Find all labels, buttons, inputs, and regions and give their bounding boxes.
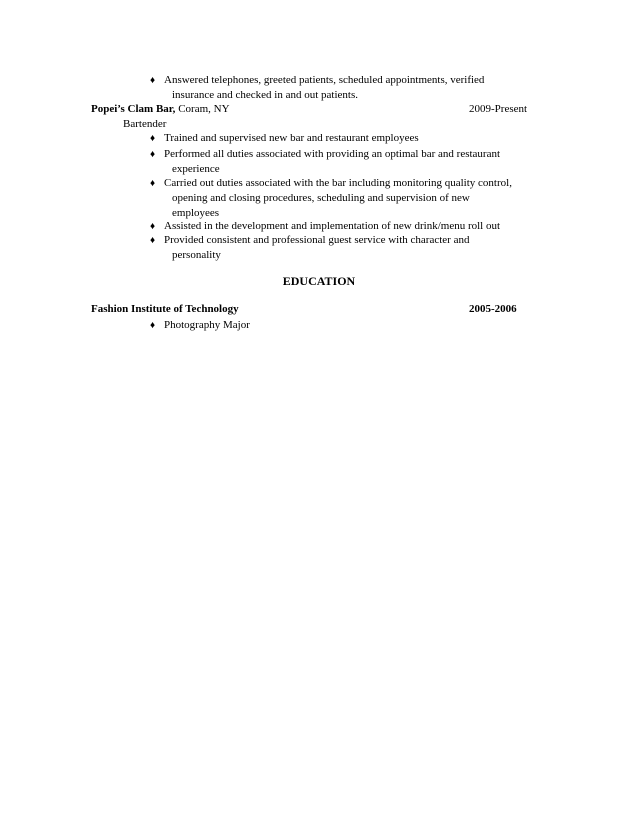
school-name: Fashion Institute of Technology [91, 303, 239, 315]
bullet-line: Answered telephones, greeted patients, scheduled appointments, verified [164, 74, 485, 86]
bullet-line: experience [172, 163, 220, 175]
bullet-line: Provided consistent and professional guest service with character and [164, 234, 470, 246]
employment-dates: 2009-Present [469, 103, 528, 115]
bullet-line: Photography Major [164, 319, 250, 331]
bullet-line: personality [172, 249, 221, 261]
bullet-line: opening and closing procedures, scheduling and supervision of new [172, 192, 470, 204]
diamond-bullet-icon: ♦ [150, 235, 156, 246]
bullet-line: insurance and checked in and out patients. [172, 89, 359, 101]
job-title: Bartender [123, 118, 167, 130]
diamond-bullet-icon: ♦ [150, 221, 156, 232]
bullet-line: Performed all duties associated with providing an optimal bar and restaurant [164, 148, 501, 160]
school-row [91, 302, 541, 317]
diamond-bullet-icon: ♦ [150, 75, 156, 86]
diamond-bullet-icon: ♦ [150, 178, 156, 189]
bullet-line: Trained and supervised new bar and restaurant employees [164, 132, 419, 144]
employer-name: Popei’s Clam Bar, [91, 103, 176, 115]
bullet-line: Assisted in the development and implementation of new drink/menu roll out [164, 220, 501, 232]
education-heading: EDUCATION [282, 274, 356, 288]
diamond-bullet-icon: ♦ [150, 133, 156, 144]
bullet-line: Carried out duties associated with the bar including monitoring quality control, [164, 177, 512, 189]
bullet-line: employees [172, 207, 220, 219]
employer-location: Coram, NY [175, 103, 230, 115]
diamond-bullet-icon: ♦ [150, 320, 156, 331]
education-dates: 2005-2006 [469, 303, 517, 315]
diamond-bullet-icon: ♦ [150, 149, 156, 160]
employer-row [91, 102, 541, 117]
